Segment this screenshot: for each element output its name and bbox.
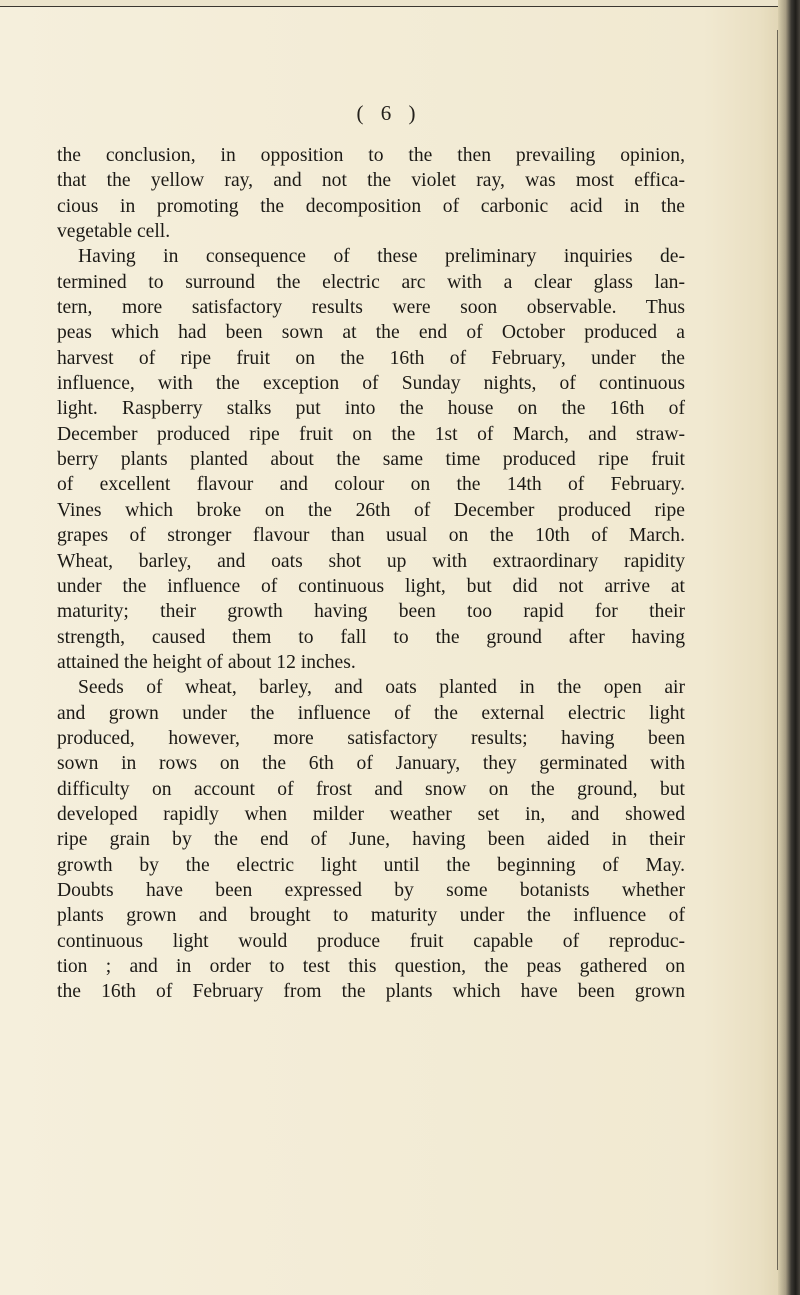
text-line: light. Raspberry stalks put into the house on the 16th of (57, 398, 685, 420)
text-line: Seeds of wheat, barley, and oats planted in the open air (78, 677, 685, 699)
text-line: that the yellow ray, and not the violet ray, was most effica- (57, 170, 685, 192)
text-line: vegetable cell. (57, 221, 171, 243)
text-line: Having in consequence of these preliminary inquiries de- (78, 246, 685, 268)
text-line: influence, with the exception of Sunday nights, of continuous (57, 373, 685, 395)
body-text (57, 143, 685, 1005)
text-line: produced, however, more satisfactory results; having been (57, 727, 685, 749)
text-line: of excellent flavour and colour on the 14th of February. (57, 474, 685, 496)
text-line: sown in rows on the 6th of January, they germinated with (57, 753, 685, 775)
text-line: berry plants planted about the same time produced ripe fruit (57, 449, 685, 471)
text-line: maturity; their growth having been too rapid for their (57, 601, 685, 623)
text-line: continuous light would produce fruit capable of reproduc- (57, 930, 685, 952)
text-line: termined to surround the electric arc with a clear glass lan- (57, 271, 685, 293)
text-line: strength, caused them to fall to the ground after having (57, 626, 685, 648)
text-line: Vines which broke on the 26th of December produced ripe (57, 499, 685, 521)
text-line: Doubts have been expressed by some botanists whether (57, 879, 685, 901)
text-line: attained the height of about 12 inches. (57, 651, 356, 673)
text-line: tion ; and in order to test this question, the peas gathered on (57, 956, 685, 977)
text-line: cious in promoting the decomposition of carbonic acid in the (57, 195, 685, 217)
text-line: the 16th of February from the plants which have been grown (57, 981, 685, 1003)
text-line: and grown under the influence of the external electric light (57, 702, 685, 724)
text-line: ripe grain by the end of June, having been aided in their (57, 829, 685, 851)
page-number: ( 6 ) (356, 101, 422, 125)
text-line: growth by the electric light until the beginning of May. (57, 854, 685, 876)
text-line: December produced ripe fruit on the 1st of March, and straw- (57, 423, 685, 445)
text-line: plants grown and brought to maturity under the influence of (57, 905, 685, 927)
text-line: tern, more satisfactory results were soon observable. Thus (57, 297, 685, 319)
text-line: the conclusion, in opposition to the then prevailing opinion, (57, 145, 685, 166)
text-line: peas which had been sown at the end of October produced a (57, 322, 685, 344)
text-line: under the influence of continuous light, but did not arrive at (57, 575, 685, 597)
book-spine (778, 0, 800, 1295)
text-line: harvest of ripe fruit on the 16th of February, under the (57, 347, 685, 369)
text-line: developed rapidly when milder weather set in, and showed (57, 803, 685, 825)
text-line: Wheat, barley, and oats shot up with extraordinary rapidity (57, 550, 685, 572)
text-line: grapes of stronger flavour than usual on the 10th of March. (57, 525, 685, 547)
top-rule (0, 0, 790, 7)
text-line: difficulty on account of frost and snow on the ground, but (57, 778, 685, 800)
